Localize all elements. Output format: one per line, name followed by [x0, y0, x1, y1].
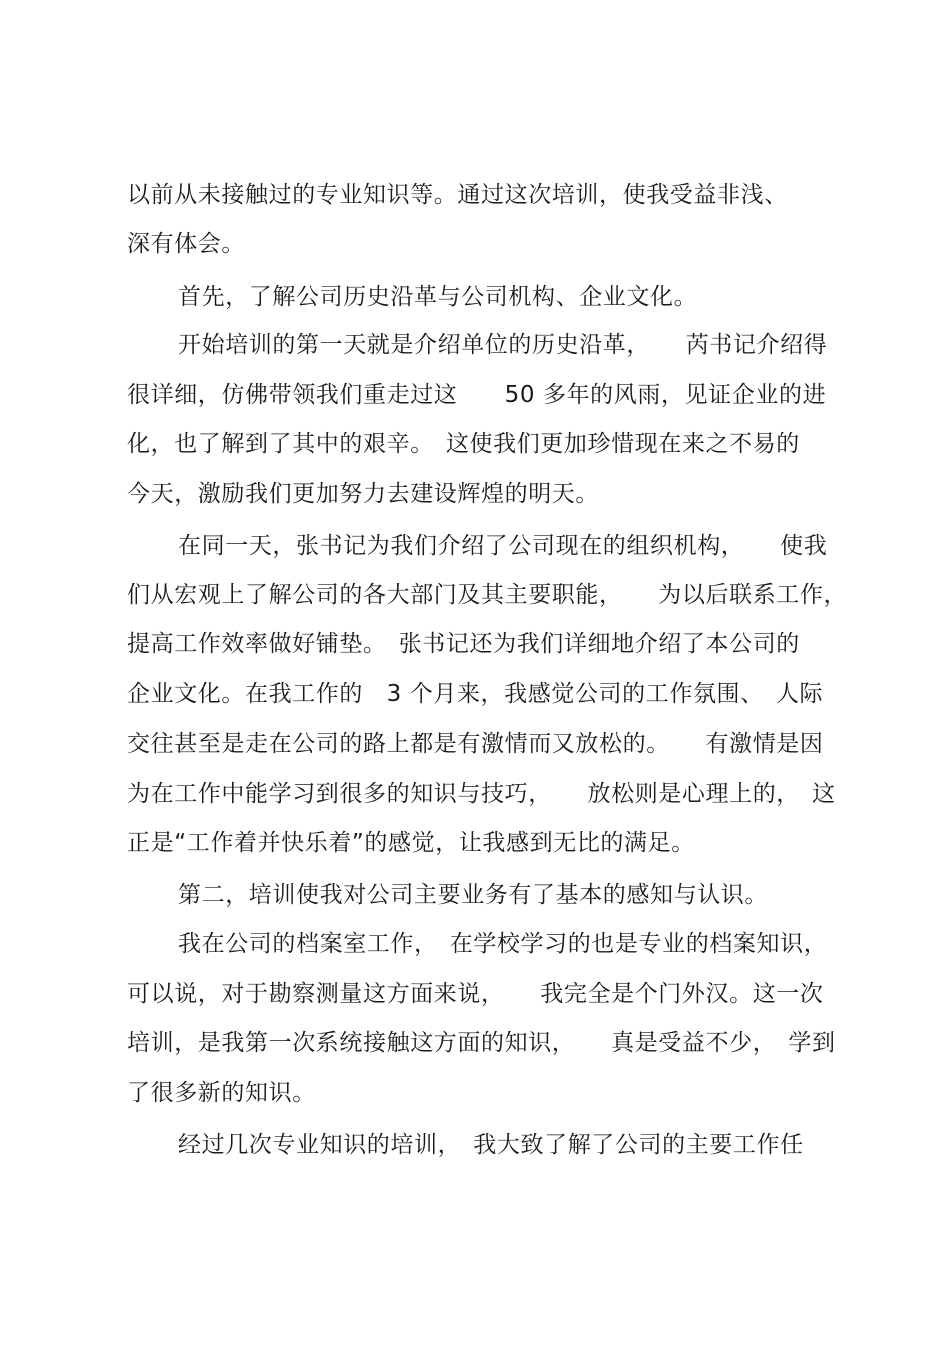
text-line: 开始培训的第一天就是介绍单位的历史沿革， 芮书记介绍得 [178, 332, 828, 358]
text-line: 了很多新的知识。 [127, 1080, 316, 1106]
text-line: 首先，了解公司历史沿革与公司机构、企业文化。 [178, 284, 698, 310]
text-line: 以前从未接触过的专业知识等。通过这次培训，使我受益非浅、 [127, 182, 788, 208]
text-line: 第二，培训使我对公司主要业务有了基本的感知与认识。 [178, 882, 768, 908]
text-line: 正是“工作着并快乐着”的感觉，让我感到无比的满足。 [127, 830, 695, 856]
text-line: 们从宏观上了解公司的各大部门及其主要职能， 为以后联系工作， [127, 582, 848, 608]
text-line: 很详细，仿佛带领我们重走过这 50 多年的风雨，见证企业的进 [127, 382, 827, 408]
text-line: 我在公司的档案室工作， 在学校学习的也是专业的档案知识， [178, 931, 828, 957]
text-line: 为在工作中能学习到很多的知识与技巧， 放松则是心理上的， 这 [127, 781, 836, 807]
text-line: 企业文化。在我工作的 3 个月来，我感觉公司的工作氛围、 人际 [127, 681, 824, 707]
text-line: 可以说，对于勘察测量这方面来说， 我完全是个门外汉。这一次 [127, 981, 824, 1007]
text-line: 化，也了解到了其中的艰辛。 这使我们更加珍惜现在来之不易的 [127, 431, 800, 457]
text-line: 提高工作效率做好铺垫。 张书记还为我们详细地介绍了本公司的 [127, 631, 800, 657]
text-line: 经过几次专业知识的培训， 我大致了解了公司的主要工作任 [178, 1132, 804, 1158]
text-line: 今天，激励我们更加努力去建设辉煌的明天。 [127, 481, 599, 507]
text-line: 培训，是我第一次系统接触这方面的知识， 真是受益不少， 学到 [127, 1030, 836, 1056]
text-line: 交往甚至是走在公司的路上都是有激情而又放松的。 有激情是因 [127, 731, 824, 757]
text-line: 在同一天，张书记为我们介绍了公司现在的组织机构， 使我 [178, 533, 828, 559]
text-line: 深有体会。 [127, 231, 245, 257]
